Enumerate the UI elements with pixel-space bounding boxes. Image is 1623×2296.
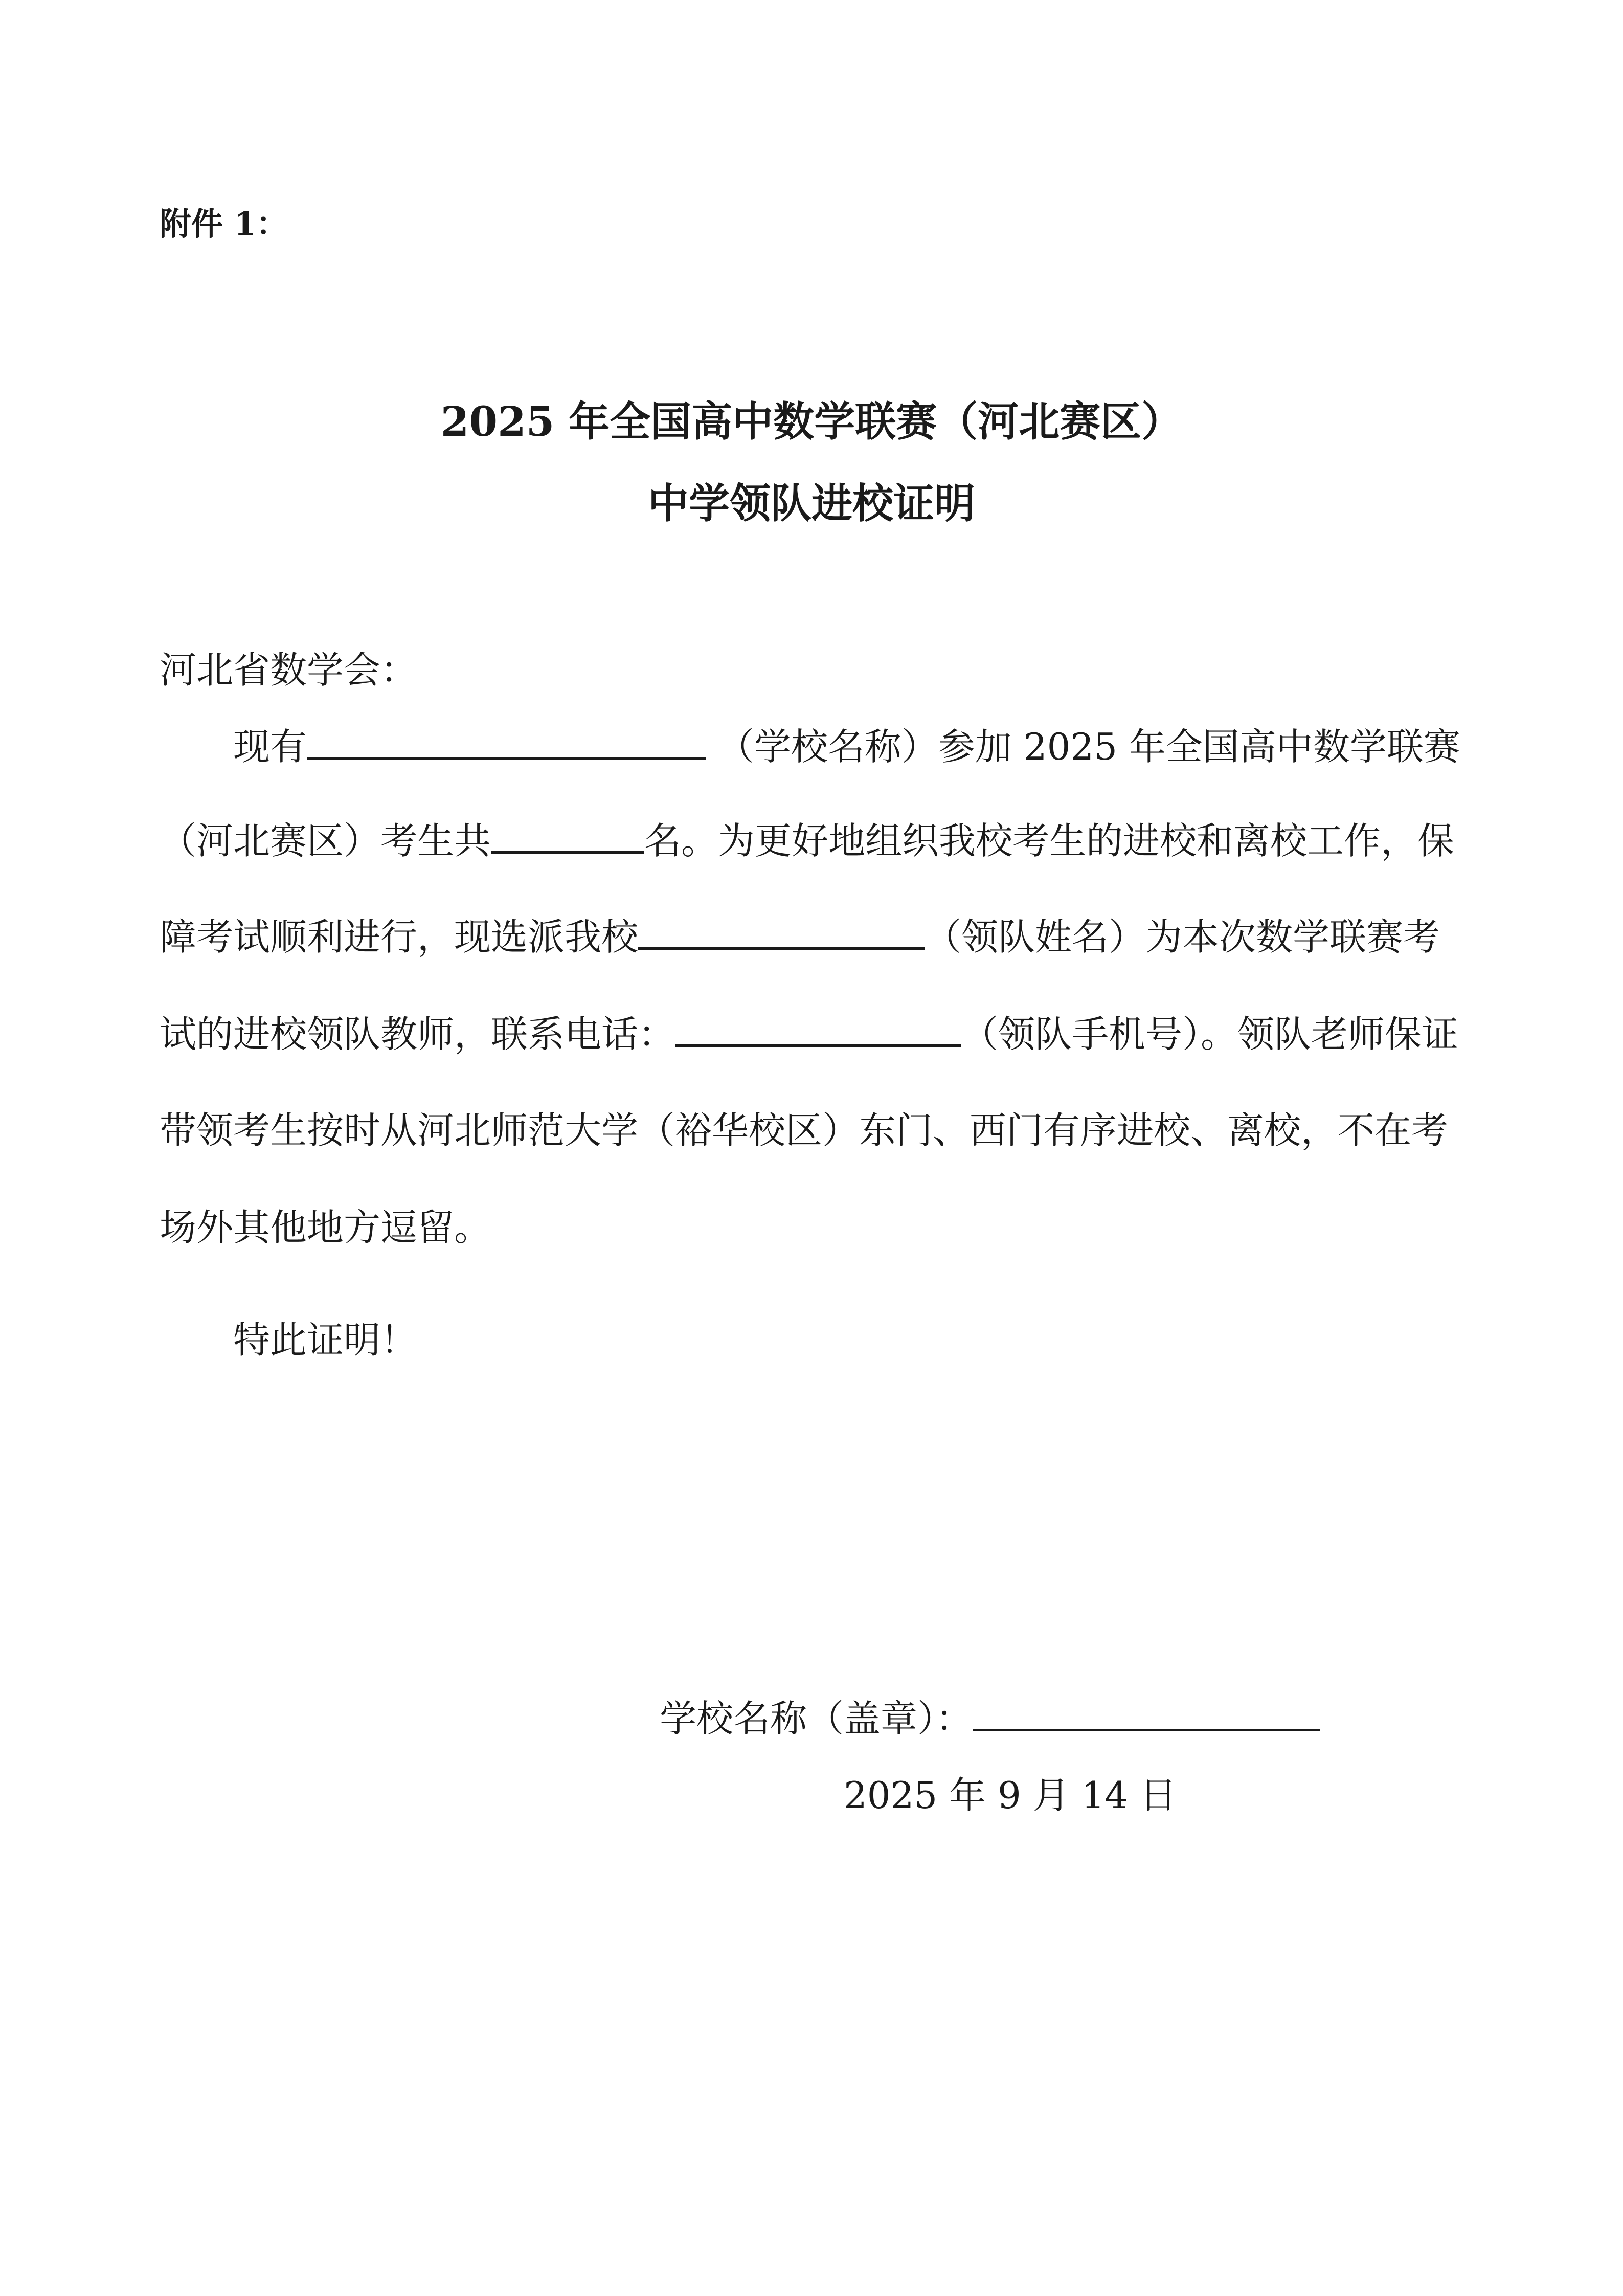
closing-text: 特此证明！ (233, 1319, 418, 1362)
document-subtitle: 中学领队进校证明 (648, 479, 975, 527)
body-text: （河北赛区）考生共 (160, 819, 491, 862)
signature-date: 2025 年 9 月 14 日 (844, 1774, 1177, 1817)
document-title: 2025 年全国高中数学联赛（河北赛区） (440, 397, 1183, 445)
body-line-1 (233, 721, 1460, 772)
body-line-2 (160, 815, 1454, 866)
body-line-4 (160, 1009, 1458, 1060)
school-seal-blank[interactable] (973, 1693, 1320, 1731)
body-line-5: 带领考生按时从河北师范大学（裕华校区）东门、西门有序进校、离校，不在考 (160, 1109, 1449, 1152)
body-text: 障考试顺利进行，现选派我校 (160, 916, 639, 958)
seal-label: 学校名称（盖章）： (660, 1697, 973, 1740)
body-line-3 (160, 911, 1440, 963)
body-text: （领队姓名）为本次数学联赛考 (925, 916, 1440, 958)
leader-phone-blank[interactable] (675, 1009, 961, 1047)
leader-name-blank[interactable] (638, 911, 925, 950)
body-text: 名。为更好地组织我校考生的进校和离校工作，保 (644, 819, 1455, 862)
body-text: （学校名称）参加 2025 年全国高中数学联赛 (717, 725, 1460, 768)
student-count-blank[interactable] (491, 815, 644, 854)
body-text: （领队手机号）。领队老师保证 (961, 1013, 1459, 1056)
seal-line (660, 1693, 1320, 1744)
body-text: 试的进校领队教师，联系电话： (160, 1013, 675, 1056)
attachment-label: 附件 1： (160, 205, 288, 242)
body-line-6: 场外其他地方逗留。 (160, 1206, 491, 1249)
salutation: 河北省数学会： (160, 649, 418, 692)
body-text: 现有 (233, 725, 307, 768)
school-name-blank[interactable] (307, 721, 706, 760)
